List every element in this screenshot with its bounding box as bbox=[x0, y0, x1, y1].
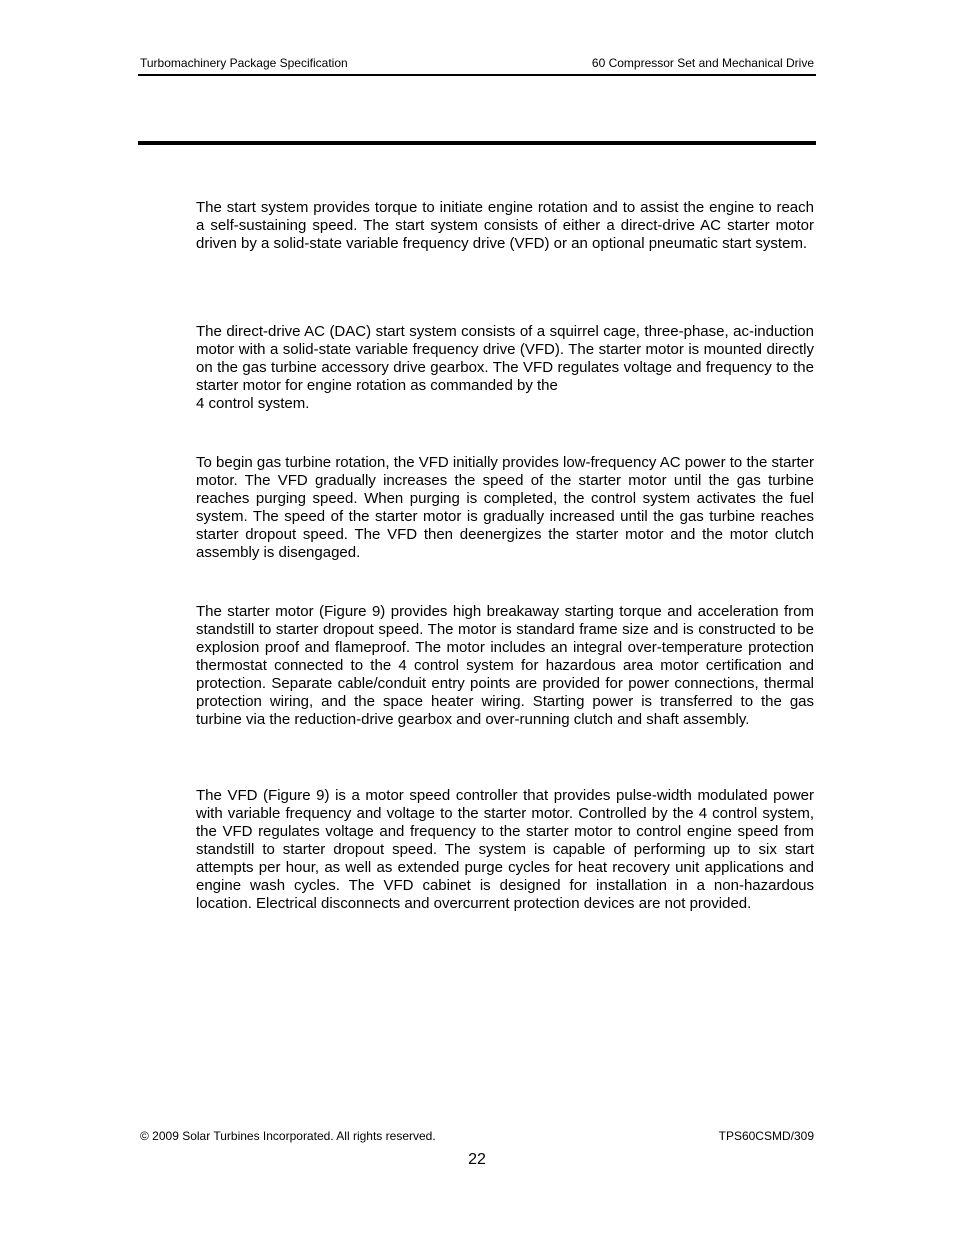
header-section-title: 60 Compressor Set and Mechanical Drive bbox=[591, 56, 814, 70]
page-number: 22 bbox=[468, 1151, 486, 1168]
paragraph-vfd: The VFD (Figure 9) is a motor speed controller that provides pulse-width modulated power with variable frequency and voltage to the starter motor. Controlled by the 4 control system, the VFD regulates voltage and frequency to the starter motor to control engine speed from standstill to starter dropout speed. The system is capable of performing up to six start attempts per hour, as well as extended purge cycles for heat recovery unit applications and engine wash cycles. The VFD cabinet is designed for installation in a non-hazardous location. Electrical disconnects and overcurrent protection devices are not provided. bbox=[196, 787, 814, 912]
footer-document-id: TPS60CSMD/309 bbox=[718, 1129, 814, 1143]
section-divider bbox=[138, 141, 816, 145]
paragraph-start-system-intro: The start system provides torque to initiate engine rotation and to assist the engine to reach a self-sustaining speed. The start system consists of either a direct-drive AC starter motor driven by a solid-state variable frequency drive (VFD) or an optional pneumatic start system. bbox=[196, 199, 814, 252]
paragraph-dac-start-system: The direct-drive AC (DAC) start system consists of a squirrel cage, three-phase, ac-induction motor with a solid-state variable frequency drive (VFD). The starter motor is mounted directly on the gas turbine accessory drive gearbox. The VFD regulates voltage and frequency to the starter motor for engine rotation as commanded by the 4 control system. bbox=[196, 323, 814, 412]
header-document-title: Turbomachinery Package Specification bbox=[140, 56, 348, 70]
footer-copyright: © 2009 Solar Turbines Incorporated. All rights reserved. bbox=[140, 1129, 436, 1143]
paragraph-gas-turbine-rotation: To begin gas turbine rotation, the VFD initially provides low-frequency AC power to the starter motor. The VFD gradually increases the speed of the starter motor until the gas turbine reaches purging speed. When purging is completed, the control system activates the fuel system. The speed of the starter motor is gradually increased until the gas turbine reaches starter dropout speed. The VFD then deenergizes the starter motor and the motor clutch assembly is disengaged. bbox=[196, 454, 814, 561]
header-divider bbox=[138, 74, 816, 76]
paragraph-starter-motor: The starter motor (Figure 9) provides high breakaway starting torque and acceleration from standstill to starter dropout speed. The motor is standard frame size and is constructed to be explosion proof and flameproof. The motor includes an integral over-temperature protection thermostat connected to the 4 control system for hazardous area motor certification and protection. Separate cable/conduit entry points are provided for power connections, thermal protection wiring, and the space heater wiring. Starting power is transferred to the gas turbine via the reduction-drive gearbox and over-running clutch and shaft assembly. bbox=[196, 603, 814, 728]
